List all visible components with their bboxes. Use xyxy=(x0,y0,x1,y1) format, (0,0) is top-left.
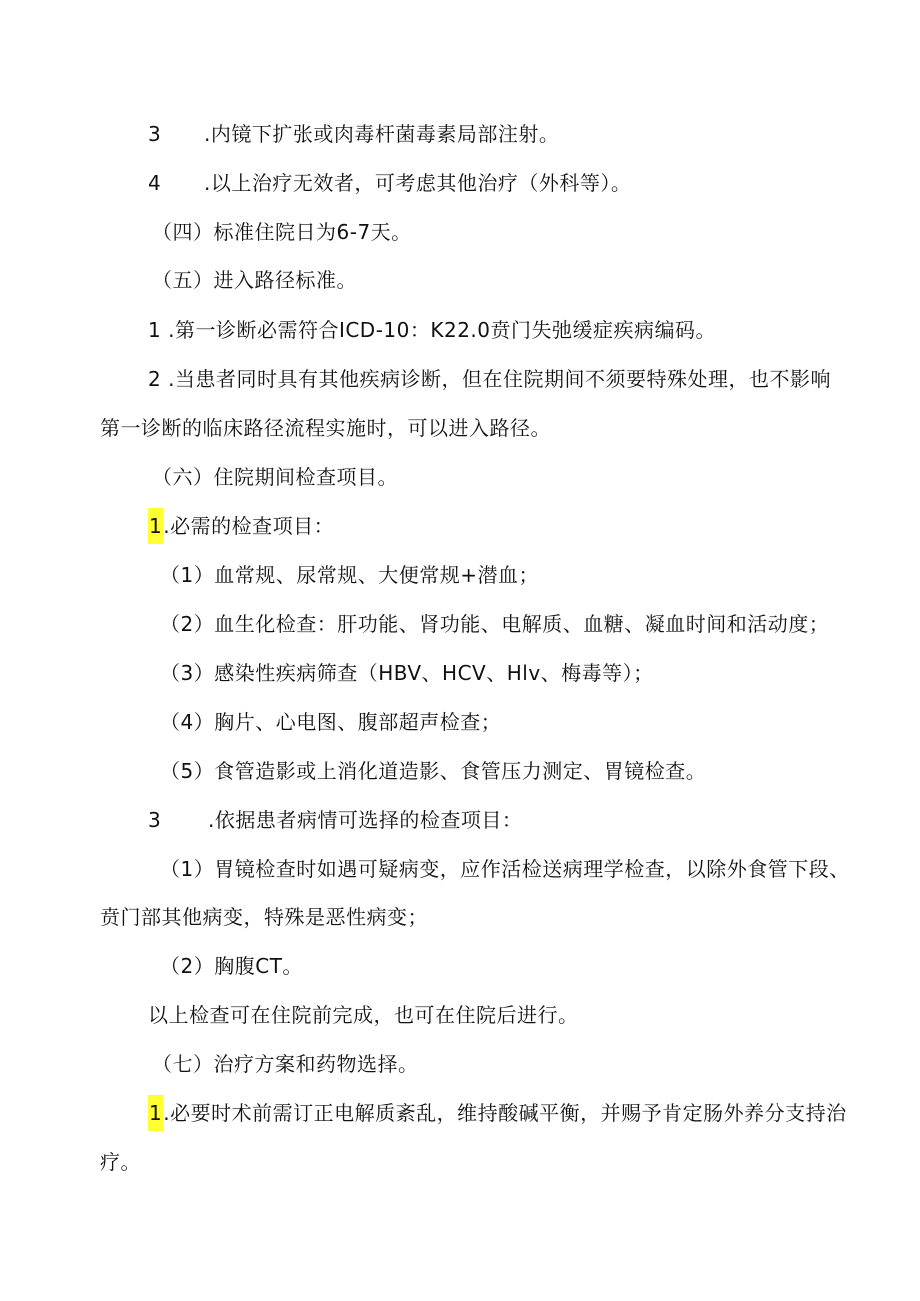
optional-item-1: （1）胃镜检查时如遇可疑病变，应作活检送病理学检查，以除外食管下段、 xyxy=(160,857,850,881)
line-text: .内镜下扩张或肉毒杆菌毒素局部注射。 xyxy=(204,122,560,146)
treatment-item-1 xyxy=(148,1099,847,1127)
item-number: 3 xyxy=(148,808,162,832)
section-heading-6: （六）住院期间检查项目。 xyxy=(152,465,398,489)
required-items-heading xyxy=(148,512,334,540)
item-number: 4 xyxy=(148,171,162,195)
line-item-4 xyxy=(148,169,631,197)
section-heading-5: （五）进入路径标准。 xyxy=(152,268,357,292)
treatment-item-1-continued: 疗。 xyxy=(100,1150,141,1174)
item-number: 3 xyxy=(148,122,162,146)
exam-item-1: （1）血常规、尿常规、大便常规+潜血； xyxy=(160,563,539,587)
timing-note: 以上检查可在住院前完成，也可在住院后进行。 xyxy=(148,1003,579,1027)
line-text: .必需的检查项目： xyxy=(163,514,335,538)
exam-item-4: （4）胸片、心电图、腹部超声检查； xyxy=(160,710,502,734)
criterion-2-continued: 第一诊断的临床路径流程实施时，可以进入路径。 xyxy=(100,416,551,440)
section-heading-7: （七）治疗方案和药物选择。 xyxy=(152,1052,419,1076)
section-heading-4: （四）标准住院日为6-7天。 xyxy=(152,220,412,244)
optional-item-2: （2）胸腹CT。 xyxy=(160,954,303,978)
exam-item-2: （2）血生化检查：肝功能、肾功能、电解质、血糖、凝血时间和活动度； xyxy=(160,612,830,636)
optional-items-heading xyxy=(148,806,522,834)
criterion-2: 2 .当患者同时具有其他疾病诊断，但在住院期间不须要特殊处理，也不影响 xyxy=(148,367,831,391)
highlighted-number: 1 xyxy=(148,1095,163,1131)
line-text: .以上治疗无效者，可考虑其他治疗（外科等）。 xyxy=(204,171,632,195)
line-text: .依据患者病情可选择的检查项目： xyxy=(208,808,523,832)
line-item-3 xyxy=(148,120,559,148)
exam-item-3: （3）感染性疾病筛查（HBV、HCV、Hlv、梅毒等）； xyxy=(160,661,654,685)
highlighted-number: 1 xyxy=(148,508,163,544)
line-text: .必要时术前需订正电解质紊乱，维持酸碱平衡，并赐予肯定肠外养分支持治 xyxy=(163,1101,847,1125)
criterion-1: 1 .第一诊断必需符合ICD-10：K22.0贲门失弛缓症疾病编码。 xyxy=(148,318,717,342)
exam-item-5: （5）食管造影或上消化道造影、食管压力测定、胃镜检查。 xyxy=(160,759,707,783)
optional-item-1-continued: 贲门部其他病变，特殊是恶性病变； xyxy=(100,905,428,929)
